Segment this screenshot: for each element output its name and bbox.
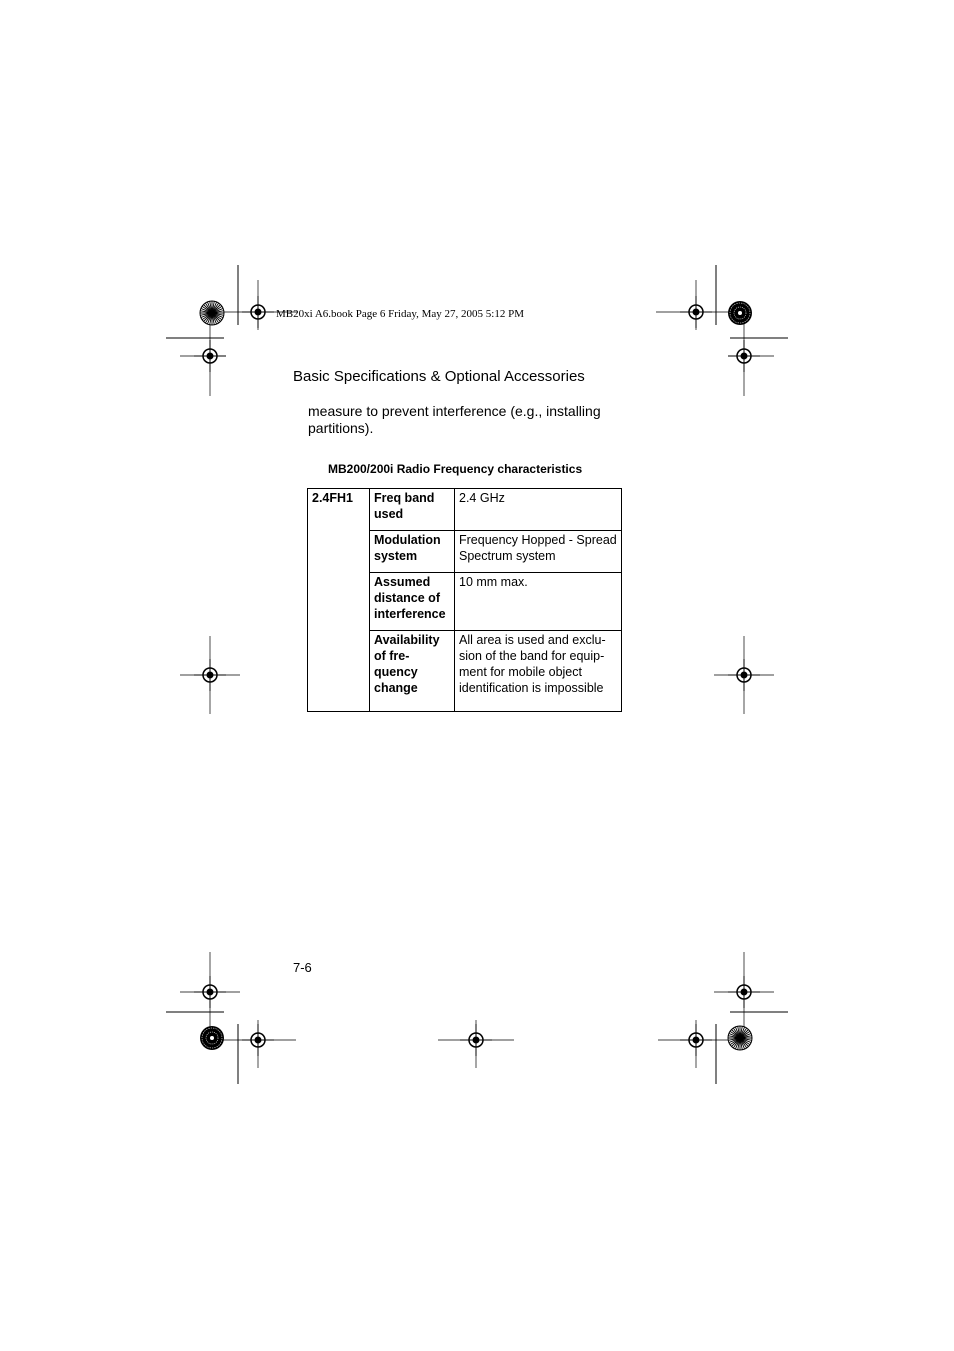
row-value-cell: 10 mm max. [455,573,622,631]
row-label-cell: Availability of fre-quency change [370,631,455,712]
print-header-meta: MB20xi A6.book Page 6 Friday, May 27, 2005 5:12 PM [276,308,525,320]
row-value-cell: 2.4 GHz [455,489,622,531]
table-caption: MB200/200i Radio Frequency characteristics [328,462,583,476]
row-label-cell: Modulation system [370,531,455,573]
group-label-cell: 2.4FH1 [308,489,370,712]
row-value-cell: All area is used and exclu-sion of the band for equip-ment for mobile object identification is impossible [455,631,622,712]
row-label-cell: Freq band used [370,489,455,531]
section-title: Basic Specifications & Optional Accessories [293,368,585,385]
page-number: 7-6 [293,960,312,975]
body-paragraph: measure to prevent interference (e.g., installing partitions). [308,403,601,436]
table-row [308,489,622,531]
rf-characteristics-table [307,488,622,712]
row-label-cell: Assumed distance of interference [370,573,455,631]
row-value-cell: Frequency Hopped - Spread Spectrum system [455,531,622,573]
